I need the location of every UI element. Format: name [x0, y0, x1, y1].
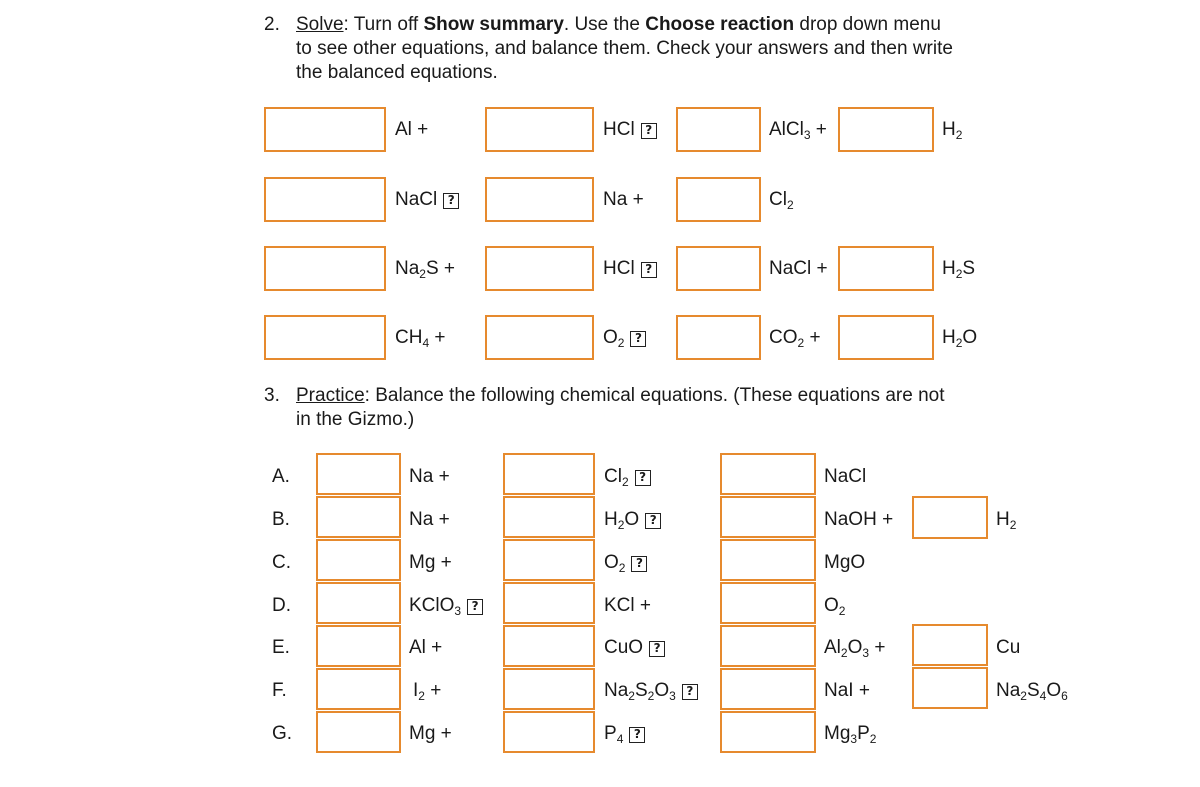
- coefficient-input[interactable]: [720, 625, 816, 667]
- coefficient-input[interactable]: [838, 315, 934, 360]
- formula-label: KClO$_3$ ?: [409, 594, 483, 618]
- formula-label: $H_2O$: [942, 327, 978, 350]
- coefficient-input[interactable]: [264, 107, 386, 152]
- yields-icon: ?: [649, 641, 665, 657]
- formula-label: $Na_2S_4O_6$: [996, 680, 1068, 703]
- coefficient-column-2: [503, 453, 595, 753]
- coefficient-input[interactable]: [485, 107, 594, 152]
- formula-label: HCl ?: [603, 257, 657, 281]
- formula-label: $Mg_3P_2$: [824, 723, 877, 746]
- formula-label: MgO: [824, 552, 866, 573]
- formula-label: Mg +: [409, 723, 452, 744]
- coefficient-column-3: [720, 453, 816, 753]
- yields-icon: ?: [641, 262, 657, 278]
- coefficient-input[interactable]: [720, 453, 816, 495]
- formula-label: $CH_4$ +: [395, 327, 446, 350]
- coefficient-input[interactable]: [912, 667, 988, 709]
- yields-icon: ?: [645, 513, 661, 529]
- coefficient-input[interactable]: [264, 246, 386, 291]
- yields-icon: ?: [682, 684, 698, 700]
- coefficient-input[interactable]: [316, 711, 401, 753]
- formula-label: $H_2O$ ?: [604, 508, 661, 532]
- formula-label: Na +: [409, 509, 450, 530]
- coefficient-input[interactable]: [503, 582, 595, 624]
- coefficient-input[interactable]: [503, 496, 595, 538]
- coefficient-input[interactable]: [485, 315, 594, 360]
- formula-label: $H_2S$: [942, 258, 976, 281]
- formula-label: NaCl +: [769, 258, 828, 279]
- coefficient-input[interactable]: [676, 177, 761, 222]
- formula-label: $O_2$ ?: [604, 551, 647, 575]
- formula-label: Mg +: [409, 552, 452, 573]
- equation-letter: C.: [272, 552, 291, 573]
- formula-label: $Cl_2$ ?: [604, 465, 651, 489]
- formula-label: KCl +: [604, 595, 651, 616]
- equation-letter: E.: [272, 637, 290, 658]
- coefficient-column-4: [912, 624, 988, 710]
- formula-label: Na +: [409, 466, 450, 487]
- coefficient-input[interactable]: [720, 582, 816, 624]
- formula-label: HCl ?: [603, 118, 657, 142]
- equation-letter: A.: [272, 466, 290, 487]
- formula-label: NaOH +: [824, 509, 894, 530]
- section-3-text: Practice: Balance the following chemical equations. (These equations are not in the Gizmo.): [296, 385, 945, 430]
- formula-label: $Cl_2$: [769, 189, 794, 212]
- section-2-text: Solve: Turn off Show summary. Use the Choose reaction drop down menu to see other equations, and balance them. Check your answers and then write the balanced equations.: [296, 14, 953, 83]
- coefficient-input[interactable]: [503, 711, 595, 753]
- coefficient-input[interactable]: [912, 624, 988, 666]
- formula-label: NaCl: [824, 466, 867, 487]
- formula-label: CuO ?: [604, 636, 665, 660]
- coefficient-column-1: [316, 453, 401, 753]
- coefficient-input[interactable]: [838, 246, 934, 291]
- formula-label: NaCl ?: [395, 188, 459, 212]
- coefficient-input[interactable]: [316, 582, 401, 624]
- coefficient-input[interactable]: [264, 315, 386, 360]
- formula-label: AlCl$_3$ +: [769, 119, 827, 142]
- coefficient-input[interactable]: [316, 453, 401, 495]
- yields-icon: ?: [635, 470, 651, 486]
- formula-label: $Na_2S_2O_3$ ?: [604, 679, 698, 703]
- section-label: Solve: [296, 14, 344, 35]
- coefficient-input[interactable]: [838, 107, 934, 152]
- section-label: Practice: [296, 385, 365, 406]
- coefficient-input[interactable]: [503, 539, 595, 581]
- coefficient-input[interactable]: [720, 711, 816, 753]
- coefficient-input[interactable]: [316, 539, 401, 581]
- yields-icon: ?: [641, 123, 657, 139]
- yields-icon: ?: [631, 556, 647, 572]
- coefficient-input[interactable]: [485, 177, 594, 222]
- formula-label: $CO_2$ +: [769, 327, 821, 350]
- formula-label: NaI +: [824, 680, 870, 701]
- formula-label: $O_2$ ?: [603, 326, 646, 350]
- coefficient-input[interactable]: [264, 177, 386, 222]
- coefficient-input[interactable]: [316, 625, 401, 667]
- yields-icon: ?: [443, 193, 459, 209]
- section-2-instructions: [264, 13, 954, 85]
- coefficient-input[interactable]: [676, 315, 761, 360]
- coefficient-input[interactable]: [485, 246, 594, 291]
- coefficient-input[interactable]: [316, 496, 401, 538]
- formula-label: $Al_2O_3$ +: [824, 637, 886, 660]
- formula-label: $O_2$: [824, 595, 846, 618]
- formula-label: Cu: [996, 637, 1021, 658]
- equation-letter: B.: [272, 509, 290, 530]
- formula-label: $Na_2S$ +: [395, 258, 456, 281]
- coefficient-input[interactable]: [316, 668, 401, 710]
- coefficient-input[interactable]: [676, 107, 761, 152]
- equation-letter: D.: [272, 595, 291, 616]
- coefficient-input[interactable]: [720, 539, 816, 581]
- formula-label: $P_4$ ?: [604, 722, 645, 746]
- equation-letter: F.: [272, 680, 287, 701]
- formula-label: Na +: [603, 189, 644, 210]
- section-number: 3.: [264, 385, 280, 406]
- coefficient-input[interactable]: [912, 496, 988, 539]
- section-3-instructions: [264, 384, 954, 432]
- yields-icon: ?: [629, 727, 645, 743]
- coefficient-input[interactable]: [720, 668, 816, 710]
- formula-label: Al +: [395, 119, 429, 140]
- formula-label: $I_2$ +: [413, 680, 442, 703]
- section-number: 2.: [264, 14, 280, 35]
- formula-label: $H_2$: [996, 509, 1017, 532]
- coefficient-input[interactable]: [720, 496, 816, 538]
- equation-letter: G.: [272, 723, 293, 744]
- yields-icon: ?: [630, 331, 646, 347]
- coefficient-input[interactable]: [503, 668, 595, 710]
- coefficient-input[interactable]: [503, 625, 595, 667]
- formula-label: $H_2$: [942, 119, 963, 142]
- coefficient-input[interactable]: [503, 453, 595, 495]
- yields-icon: ?: [467, 599, 483, 615]
- formula-label: Al +: [409, 637, 443, 658]
- coefficient-input[interactable]: [676, 246, 761, 291]
